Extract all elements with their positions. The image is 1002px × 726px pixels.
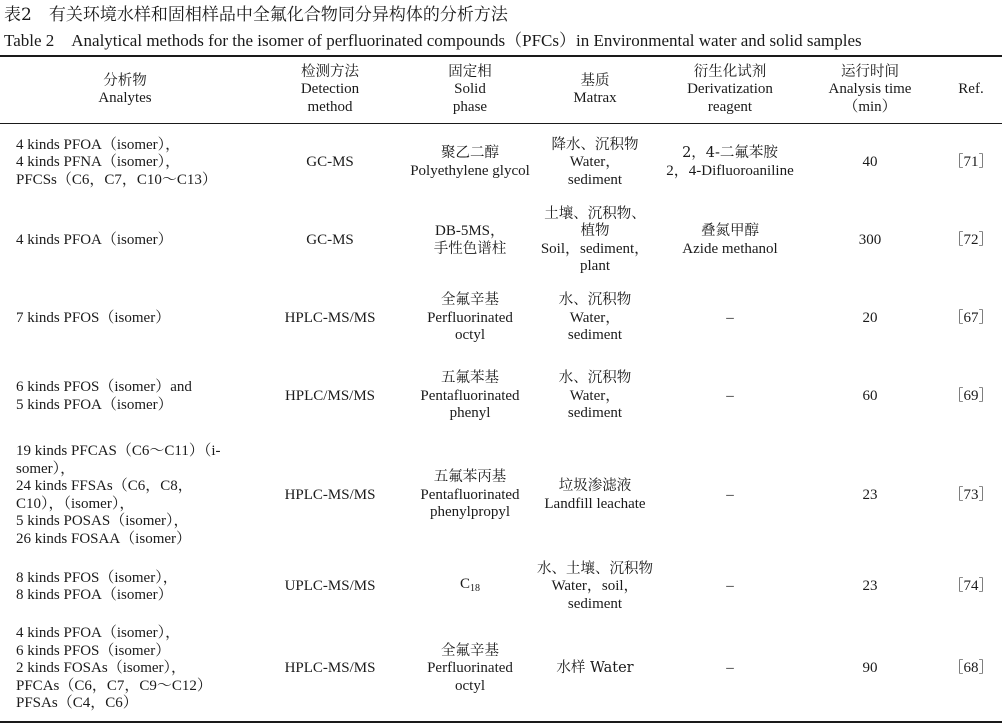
header-detection-method: 检测方法 Detection method bbox=[250, 57, 410, 124]
cell-ref: ［69］ bbox=[948, 387, 994, 404]
table-row bbox=[0, 202, 1002, 280]
header-ref: Ref. bbox=[940, 57, 1002, 124]
cell-time: 90 bbox=[862, 660, 878, 677]
cell-analytes: 8 kinds PFOS（isomer）， 8 kinds PFOA（isomer） bbox=[16, 569, 178, 603]
cell-matrix: 水、沉积物 Water， sediment bbox=[558, 292, 632, 344]
cell-reagent: – bbox=[726, 660, 734, 677]
cell-ref: ［73］ bbox=[948, 486, 994, 503]
cell-matrix: 水样 Water bbox=[556, 660, 634, 677]
cell-reagent: – bbox=[726, 309, 734, 326]
cell-ref: ［67］ bbox=[948, 309, 994, 326]
cell-ref: ［68］ bbox=[948, 660, 994, 677]
cell-analytes: 4 kinds PFOA（isomer）， 6 kinds PFOS（isomer） 2 kinds FOSAs（isomer）， PFCAs（C6，C7，C9～C12） PFSAs（C4，C6） bbox=[16, 625, 212, 712]
cell-method: HPLC-MS/MS bbox=[284, 309, 376, 326]
cell-analytes: 7 kinds PFOS（isomer） bbox=[16, 309, 171, 326]
cell-matrix: 垃圾渗滤液 Landfill leachate bbox=[544, 478, 646, 512]
cell-method: UPLC-MS/MS bbox=[284, 578, 376, 595]
cell-reagent: – bbox=[726, 578, 734, 595]
cell-time: 23 bbox=[862, 486, 878, 503]
header-analysis-time: 运行时间 Analysis time （min） bbox=[800, 57, 940, 124]
table-row bbox=[0, 358, 1002, 436]
table-header-row bbox=[0, 57, 1002, 124]
cell-reagent: – bbox=[726, 486, 734, 503]
header-matrix: 基质 Matrax bbox=[530, 57, 660, 124]
table-row bbox=[0, 619, 1002, 720]
header-solid-phase: 固定相 Solid phase bbox=[410, 57, 530, 124]
cell-phase: 全氟辛基 Perfluorinated octyl bbox=[427, 642, 513, 694]
cell-phase: DB-5MS， 手性色谱柱 bbox=[433, 223, 507, 257]
cell-phase: 全氟辛基 Perfluorinated octyl bbox=[427, 292, 513, 344]
table-row bbox=[0, 280, 1002, 358]
cell-analytes: 4 kinds PFOA（isomer） bbox=[16, 231, 173, 248]
cell-method: HPLC-MS/MS bbox=[284, 486, 376, 503]
cell-reagent: 2，4-二氟苯胺 2，4-Difluoroaniline bbox=[666, 145, 794, 179]
cell-phase: 五氟苯丙基 Pentafluorinated phenylpropyl bbox=[420, 469, 520, 521]
cell-reagent: 叠氮甲醇 Azide methanol bbox=[682, 223, 778, 257]
cell-analytes: 4 kinds PFOA（isomer）， 4 kinds PFNA（isomer）， PFCSs（C6，C7，C10～C13） bbox=[16, 136, 217, 188]
cell-analytes: 6 kinds PFOS（isomer）and 5 kinds PFOA（isomer） bbox=[16, 379, 192, 413]
cell-ref: ［72］ bbox=[948, 231, 994, 248]
cell-time: 23 bbox=[862, 578, 878, 595]
header-analytes: 分析物 Analytes bbox=[0, 57, 250, 124]
table-caption-cn: 表2 有关环境水样和固相样品中全氟化合物同分异构体的分析方法 bbox=[4, 5, 508, 25]
analytical-methods-table bbox=[0, 57, 1002, 720]
cell-method: GC-MS bbox=[306, 154, 354, 170]
cell-phase: 五氟苯基 Pentafluorinated phenyl bbox=[420, 370, 520, 422]
cell-time: 60 bbox=[862, 387, 878, 404]
header-derivatization-reagent: 衍生化试剂 Derivatization reagent bbox=[660, 57, 800, 124]
cell-ref: ［71］ bbox=[948, 154, 994, 170]
cell-method: GC-MS bbox=[306, 231, 354, 248]
cell-method: HPLC/MS/MS bbox=[284, 387, 376, 404]
cell-matrix: 水、土壤、沉积物 Water，soil， sediment bbox=[537, 560, 653, 612]
table-caption-en: Table 2 Analytical methods for the isomer of perfluorinated compounds（PFCs）in Environmental water and solid samples bbox=[4, 31, 862, 50]
cell-time: 300 bbox=[858, 231, 882, 248]
cell-phase: 聚乙二醇 Polyethylene glycol bbox=[410, 145, 530, 179]
cell-analytes: 19 kinds PFCAS（C6～C11）（i- somer）， 24 kinds FFSAs（C6，C8， C10），（isomer）， 5 kinds POSAS（isomer）， 26 kinds FOSAA（isomer） bbox=[16, 443, 221, 547]
table-row bbox=[0, 556, 1002, 619]
table-bottom-rule bbox=[0, 721, 1002, 723]
cell-ref: ［74］ bbox=[948, 578, 994, 595]
cell-phase: $C_{18}$ bbox=[459, 576, 480, 595]
cell-time: 40 bbox=[862, 154, 878, 170]
cell-method: HPLC-MS/MS bbox=[284, 660, 376, 677]
cell-matrix: 土壤、沉积物、 植物 Soil，sediment， plant bbox=[540, 205, 650, 274]
cell-time: 20 bbox=[862, 309, 878, 326]
cell-matrix: 降水、沉积物 Water， sediment bbox=[551, 136, 639, 188]
cell-matrix: 水、沉积物 Water， sediment bbox=[558, 370, 632, 422]
cell-reagent: – bbox=[726, 387, 734, 404]
table-row bbox=[0, 124, 1002, 202]
table-row bbox=[0, 436, 1002, 556]
